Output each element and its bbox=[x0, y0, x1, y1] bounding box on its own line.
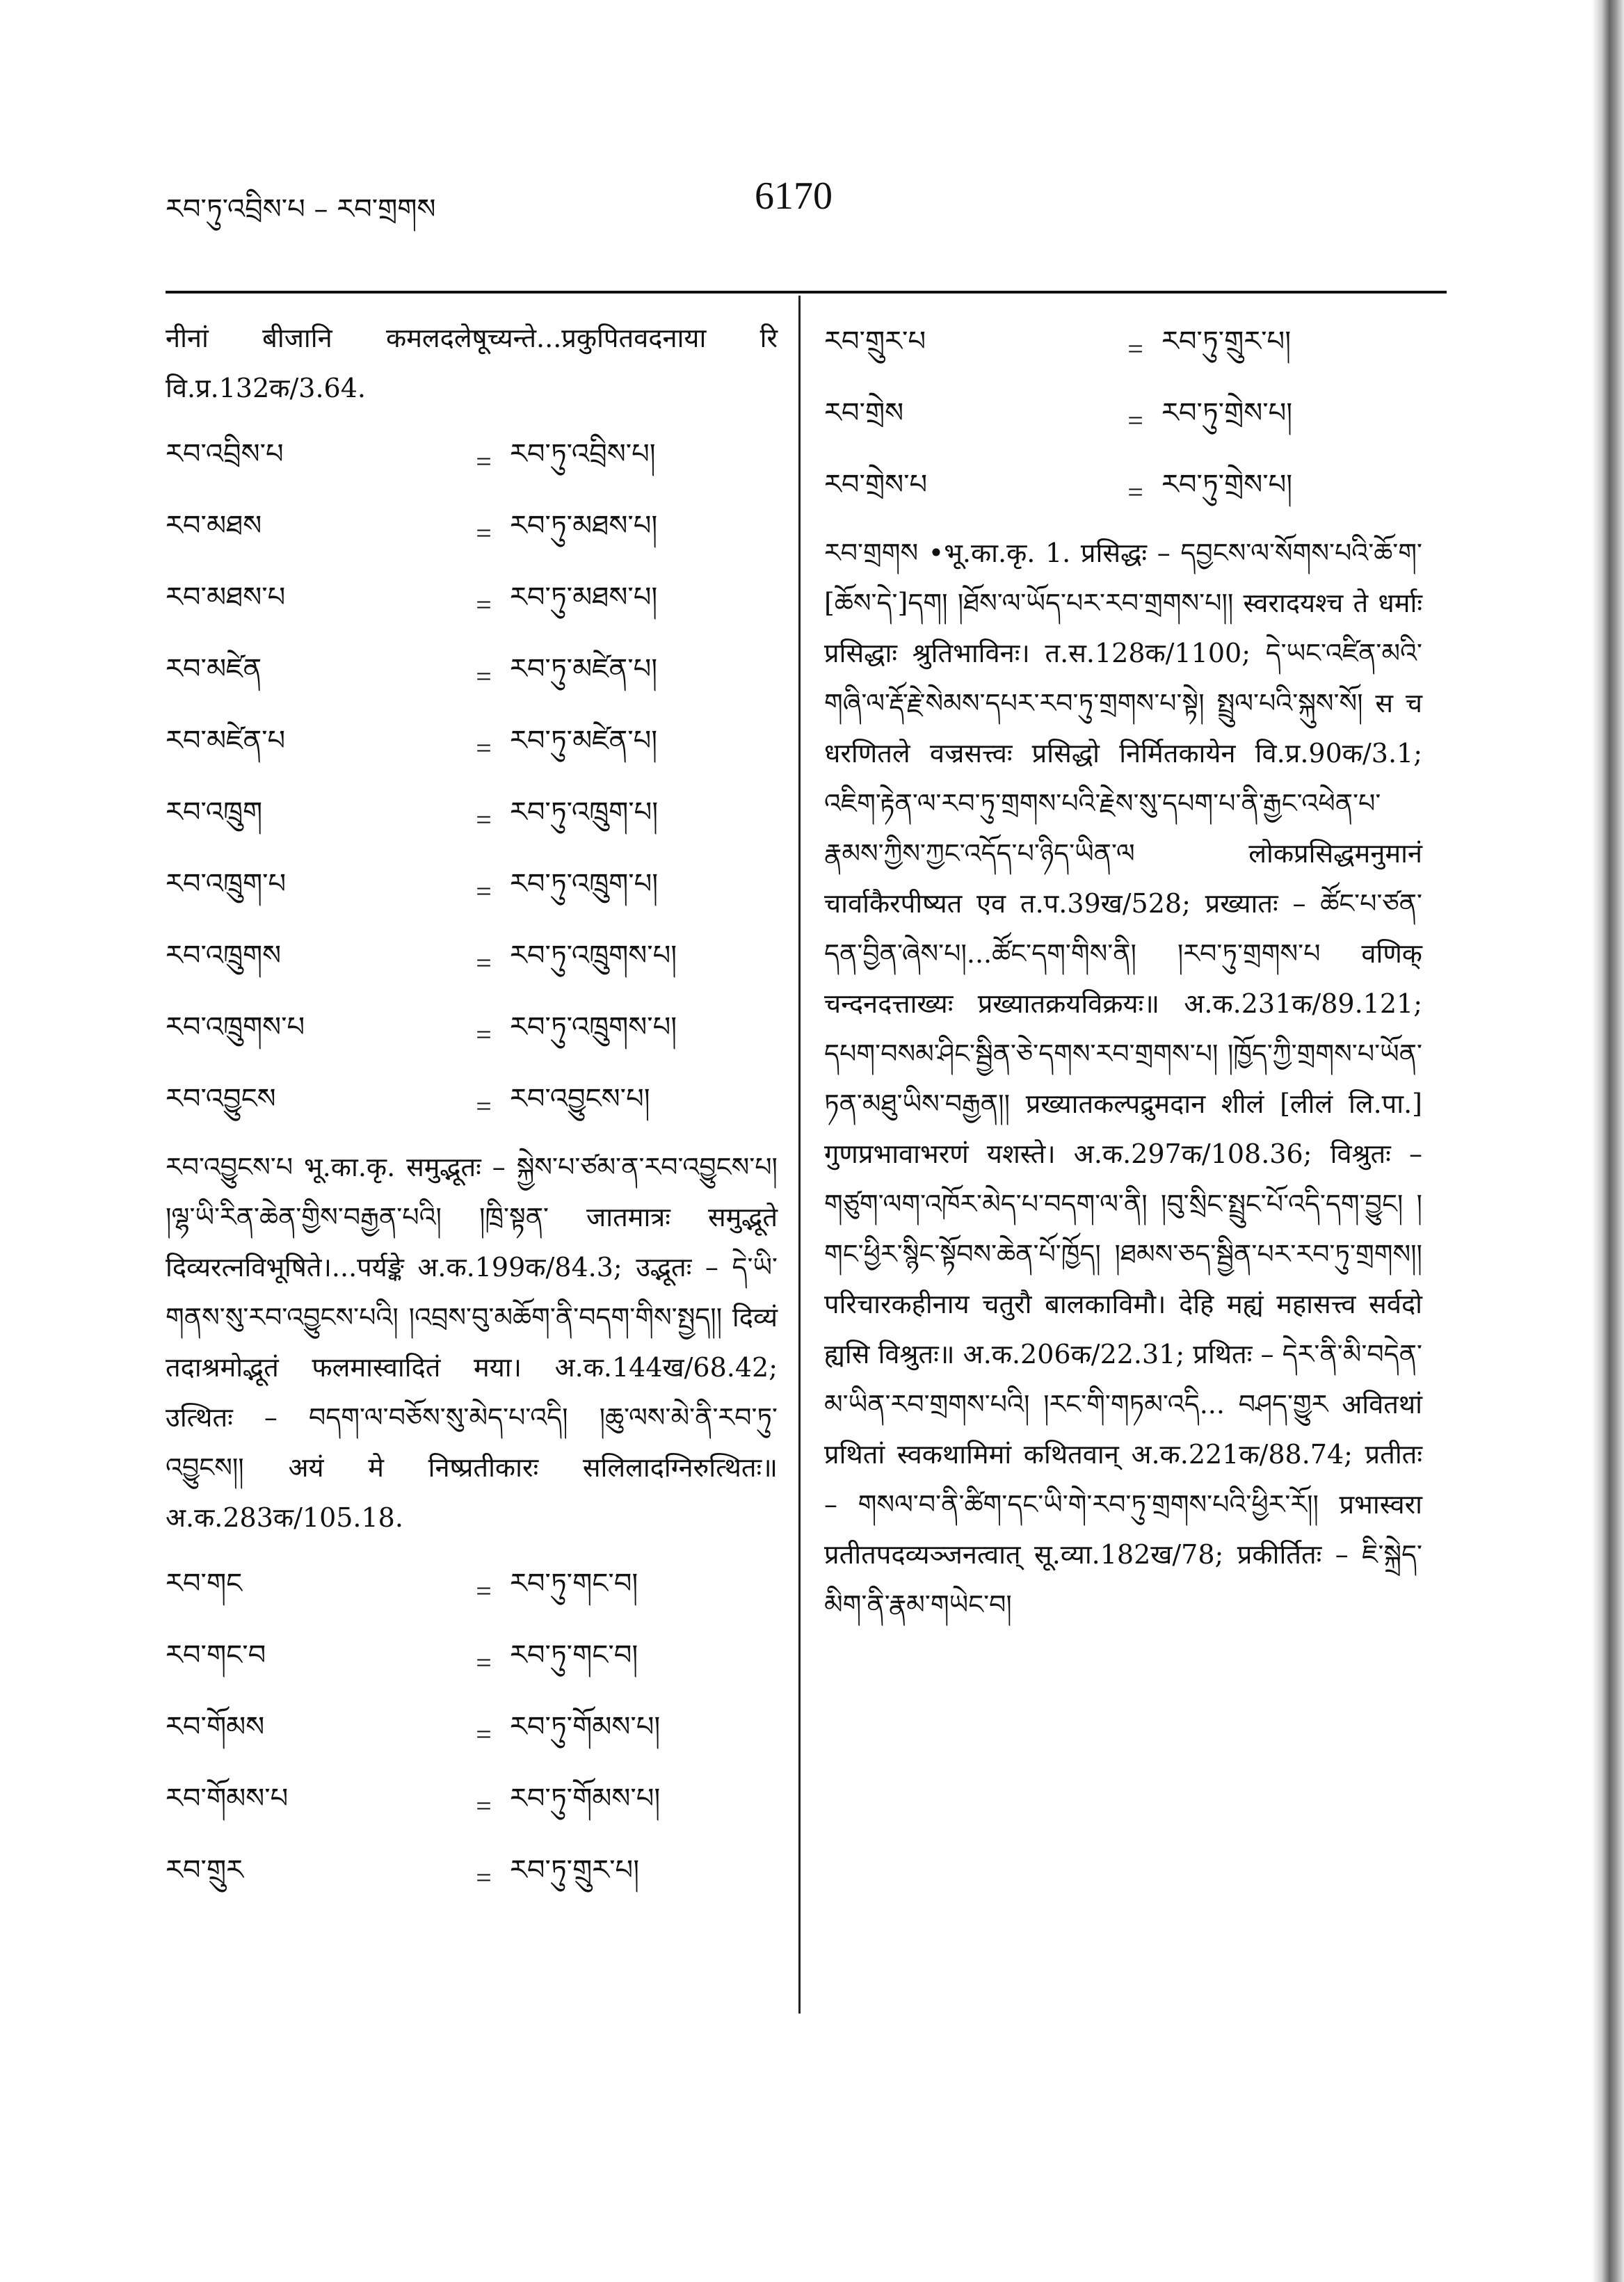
headword: རབ་འབྱུངས bbox=[166, 1083, 276, 1115]
entry-value: རབ་ཏུ་གྲུར་པ། bbox=[1161, 326, 1292, 357]
column-divider bbox=[798, 296, 801, 2014]
equals-sign: = bbox=[476, 661, 492, 692]
equals-sign: = bbox=[1127, 405, 1143, 436]
equals-sign: = bbox=[476, 876, 492, 907]
equals-sign: = bbox=[476, 446, 492, 477]
headword: རབ་འབྲིས་པ bbox=[166, 438, 284, 470]
entry-row bbox=[166, 1627, 778, 1698]
entry-value: རབ་ཏུ་གྲེས་པ། bbox=[1161, 397, 1293, 429]
header-range: རབ་ཏུ་འབྲིས་པ – རབ་གྲགས bbox=[166, 193, 436, 225]
headword: རབ་གྲུར་པ bbox=[824, 326, 926, 357]
entry-row bbox=[166, 999, 778, 1070]
entry-row bbox=[824, 456, 1422, 528]
entry-value: རབ་ཏུ་གོམས་པ། bbox=[510, 1783, 661, 1815]
entry-row bbox=[166, 855, 778, 927]
headword: རབ་མཐས bbox=[166, 510, 262, 542]
equals-sign: = bbox=[476, 804, 492, 835]
entry-row bbox=[166, 641, 778, 712]
headword: རབ་གོམས bbox=[166, 1711, 265, 1743]
entry-value: རབ་ཏུ་མཐས་པ། bbox=[510, 510, 658, 542]
headword: རབ་མཛེན་པ bbox=[166, 725, 286, 757]
equals-sign: = bbox=[1127, 333, 1143, 364]
headword: རབ་འཁྲུགས་པ bbox=[166, 1011, 305, 1043]
entry-value: རབ་ཏུ་གང་བ། bbox=[510, 1639, 638, 1671]
headword: རབ་མཛེན bbox=[166, 653, 262, 685]
entry-row bbox=[166, 1070, 778, 1142]
entry-value: རབ་ཏུ་གོམས་པ། bbox=[510, 1711, 661, 1743]
entry-value: རབ་ཏུ་མཛེན་པ། bbox=[510, 725, 658, 757]
equals-sign: = bbox=[476, 589, 492, 620]
entry-row bbox=[824, 313, 1422, 385]
equals-sign: = bbox=[476, 1862, 492, 1893]
headword: རབ་གོམས་པ bbox=[166, 1783, 289, 1815]
headword: རབ་གང bbox=[166, 1568, 243, 1600]
main-entry-text: རབ་གྲགས •भू.का.कृ. 1. प्रसिद्धः – དབྱངས་ལ་སོགས་པའི་ཆོ་ག་[ཆོས་དེ་]དག། །ཐོས་ལ་ཡོད་པར་རབ་གྲགས་པ།། स्वरादयश्च ते धर्माः प्रसिद्धाः श्रुतिभाविनः। त.स.128क/1100; དེ་ཡང་འཛིན་མའི་གཞི་ལ་རྡོ་རྗེ་སེམས་དཔར་རབ་ཏུ་གྲགས་པ་སྟེ། སྤྲུལ་པའི་སྐུས་སོ། स च धरणितले वज्रसत्त्वः प्रसिद्धो निर्मितकायेन वि.प्र.90क/3.1; འཇིག་རྟེན་ལ་རབ་ཏུ་གྲགས་པའི་རྗེས་སུ་དཔག་པ་ནི་རྒྱང་འཕེན་པ་རྣམས་ཀྱིས་ཀྱང་འདོད་པ་ཉིད་ཡིན་ལ लोकप्रसिद्धमनुमानं चार्वाकैरपीष्यत एव त.प.39ख/528; प्रख्यातः – ཚོང་པ་ཙན་དན་བྱིན་ཞེས་པ།...ཚོང་དག་གིས་ནི། །རབ་ཏུ་གྲགས་པ वणिक् चन्दनदत्ताख्यः प्रख्यातक्रयविक्रयः॥ अ.क.231क/89.121; དཔག་བསམ་ཤིང་སྦྱིན་ཅེ་དགས་རབ་གྲགས་པ། །ཁྱོད་ཀྱི་གྲགས་པ་ཡོན་ཏན་མཐུ་ཡིས་བརྒྱན།། प्रख्यातकल्पद्रुमदान शीलं [लीलं लि.पा.] गुणप्रभावाभरणं यशस्ते। अ.क.297क/108.36; विश्रुतः – གཙུག་ལག་འཁོར་མེད་པ་བདག་ལ་ནི། །བུ་སྲིང་སྤྲུང་པོ་འདི་དག་བྱུང། །གང་ཕྱིར་སྙིང་སྟོབས་ཆེན་པོ་ཁྱོད། །ཐམས་ཅད་སྦྱིན་པར་རབ་ཏུ་གྲགས།། परिचारकहीनाय चतुरौ बालकाविमौ। देहि मह्यं महासत्त्व सर्वदो ह्यसि विश्रुतः॥ अ.क.206क/22.31; प्रथितः – དེར་ནི་མི་བདེན་མ་ཡིན་རབ་གྲགས་པའི། །རང་གི་གཏམ་འདི... བཤད་གྱུར अवितथां प्रथितां स्वकथामिमां कथितवान् अ.क.221क/88.74; प्रतीतः – གསལ་བ་ནི་ཚིག་དང་ཡི་གེ་རབ་ཏུ་གྲགས་པའི་ཕྱིར་རོ།། प्रभास्वरा प्रतीतपदव्यञ्जनत्वात् सू.व्या.182ख/78; प्रकीर्तितः – ཇི་སྐྲེད་མིག་ནི་རྣམ་གཡེང་བ། bbox=[824, 538, 1422, 1620]
headword: རབ་འཁྲུགས bbox=[166, 940, 282, 972]
entry-value: རབ་ཏུ་འཁྲུག་པ། bbox=[510, 868, 659, 900]
entry-value: རབ་ཏུ་གང་བ། bbox=[510, 1568, 638, 1600]
entry-value: རབ་ཏུ་འབྲིས་པ། bbox=[510, 438, 656, 470]
entry-value: རབ་འབྱུངས་པ། bbox=[510, 1083, 650, 1115]
entry-value: རབ་ཏུ་གྲེས་པ། bbox=[1161, 469, 1293, 501]
entry-value: རབ་ཏུ་མཛེན་པ། bbox=[510, 653, 658, 685]
headword: རབ་གྲེས་པ bbox=[824, 469, 928, 501]
entry-row bbox=[166, 712, 778, 784]
equals-sign: = bbox=[476, 517, 492, 549]
left-column bbox=[166, 313, 778, 1913]
entry-value: རབ་ཏུ་འཁྲུགས་པ། bbox=[510, 940, 677, 972]
headword: རབ་འཁྲུག bbox=[166, 796, 263, 828]
entry-value: རབ་ཏུ་འཁྲུགས་པ། bbox=[510, 1011, 677, 1043]
entry-value: རབ་ཏུ་འཁྲུག་པ། bbox=[510, 796, 659, 828]
equals-sign: = bbox=[476, 732, 492, 764]
entry-value: རབ་ཏུ་མཐས་པ། bbox=[510, 581, 658, 613]
entry-row bbox=[166, 1698, 778, 1770]
header-rule bbox=[166, 291, 1447, 294]
headword: རབ་གང་བ bbox=[166, 1639, 266, 1671]
headword: རབ་གྲུར bbox=[166, 1854, 244, 1886]
book-spine-shadow bbox=[1592, 0, 1624, 2282]
equals-sign: = bbox=[476, 1790, 492, 1822]
entry-row bbox=[824, 385, 1422, 456]
equals-sign: = bbox=[476, 947, 492, 979]
equals-sign: = bbox=[476, 1647, 492, 1678]
headword: རབ་གྲེས bbox=[824, 397, 904, 429]
equals-sign: = bbox=[476, 1575, 492, 1607]
entry-value: རབ་ཏུ་གྲུར་པ། bbox=[510, 1854, 640, 1886]
entry-row bbox=[166, 927, 778, 999]
equals-sign: = bbox=[476, 1719, 492, 1750]
headword: རབ་མཐས་པ bbox=[166, 581, 286, 613]
entry-row bbox=[166, 1842, 778, 1913]
equals-sign: = bbox=[1127, 476, 1143, 508]
entry-row bbox=[166, 426, 778, 497]
entry-row bbox=[166, 1770, 778, 1842]
main-entry-text: རབ་འབྱུངས་པ भू.का.कृ. समुद्भूतः – སྐྱེས་པ་ཙམ་ན་རབ་འབྱུངས་པ། །ལྷ་ཡི་རིན་ཆེན་གྱིས་བརྒྱན་པའི། །ཁྲི་སྟན་ जातमात्रः समुद्भूते दिव्यरत्नविभूषिते।...पर्यङ्के अ.क.199क/84.3; उद्भूतः – དེ་ཡི་གནས་སུ་རབ་འབྱུངས་པའི། །འབྲས་བུ་མཆོག་ནི་བདག་གིས་སྤྱད།། दिव्यं तदाश्रमोद्भूतं फलमास्वादितं मया। अ.क.144ख/68.42; उत्थितः – བདག་ལ་བཅོས་སུ་མེད་པ་འདི། །ཆུ་ལས་མེ་ནི་རབ་ཏུ་འབྱུངས།། अयं मे निष्प्रतीकारः सलिलादग्निरुत्थितः॥ अ.क.283क/105.18. bbox=[166, 1152, 778, 1533]
headword: རབ་འཁྲུག་པ bbox=[166, 868, 287, 900]
equals-sign: = bbox=[476, 1091, 492, 1122]
intro-text: नीनां बीजानि कमलदलेषूच्यन्ते...प्रकुपितवदनाया रि वि.प्र.132क/3.64. bbox=[166, 323, 778, 403]
entry-row bbox=[166, 497, 778, 569]
entry-row bbox=[166, 569, 778, 641]
equals-sign: = bbox=[476, 1019, 492, 1050]
right-column bbox=[824, 313, 1422, 1642]
entry-row bbox=[166, 1555, 778, 1627]
entry-row bbox=[166, 784, 778, 855]
page-number: 6170 bbox=[755, 175, 833, 218]
